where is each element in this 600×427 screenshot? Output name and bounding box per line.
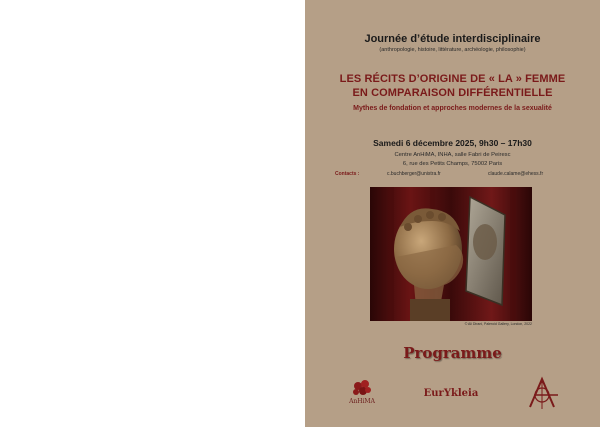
event-poster <box>305 0 600 427</box>
artwork-image <box>370 187 532 321</box>
event-date: Samedi 6 décembre 2025, 9h30 – 17h30 <box>373 138 532 148</box>
partner-emblem-icon <box>522 375 562 409</box>
event-venue: Centre AnHiMA, INHA, salle Fabri de Peiresc <box>394 152 511 158</box>
contacts <box>335 171 570 177</box>
anhima-logo <box>343 378 381 408</box>
event-type: Journée d’étude interdisciplinaire <box>364 33 541 45</box>
eurykleia-logo <box>423 388 479 408</box>
event-address: 6, rue des Petits Champs, 75002 Paris <box>402 161 503 167</box>
anhima-wordmark: AnHiMA <box>349 398 375 405</box>
contact-email-2[interactable]: claude.calame@ehess.fr <box>488 171 544 177</box>
contacts-label: Contacts : <box>335 171 360 177</box>
headline <box>305 72 600 100</box>
partner-logo <box>522 375 562 409</box>
contact-email-1[interactable]: c.buchberger@unistra.fr <box>387 171 441 177</box>
disciplines: (anthropologie, histoire, littérature, archéologie, philosophie) <box>379 47 526 53</box>
headline-line-2: EN COMPARAISON DIFFÉRENTIELLE <box>352 87 553 99</box>
anhima-emblem-icon <box>343 378 381 398</box>
headline-line-1: LES RÉCITS D’ORIGINE DE « LA » FEMME <box>339 73 566 85</box>
sculpture-illustration <box>370 187 532 321</box>
eurykleia-wordmark: EurYkleia <box>423 388 479 399</box>
image-credit: © Ali Dirani, Paleroid Gallery, London, 2022 <box>464 322 532 326</box>
tagline: Mythes de fondation et approches modernes de la sexualité <box>353 105 552 112</box>
programme-heading: Programme <box>403 344 502 362</box>
